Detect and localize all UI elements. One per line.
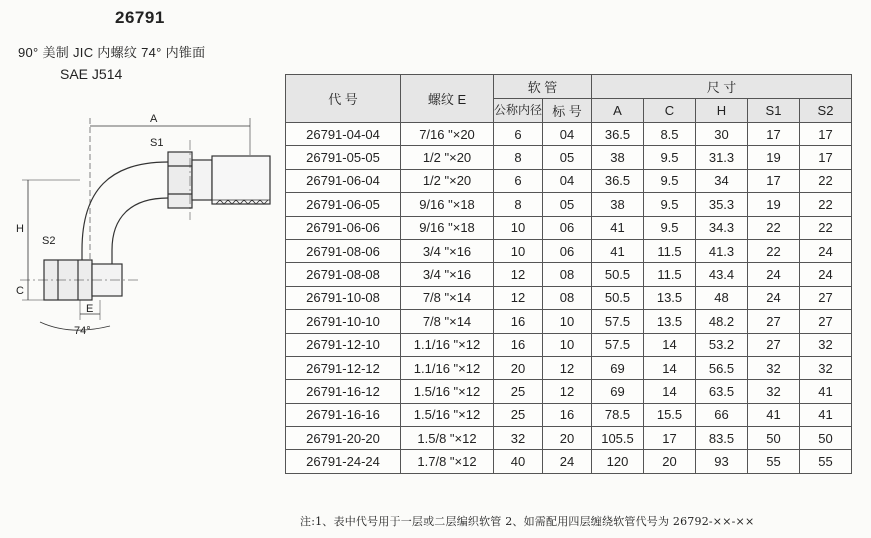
cell-dim-h: 31.3 [696,146,748,169]
cell-dim-a: 69 [592,356,644,379]
cell-thread: 9/16 "×18 [401,216,494,239]
cell-dim-s2: 32 [800,333,852,356]
cell-dim-h: 66 [696,403,748,426]
cell-dim-c: 8.5 [644,123,696,146]
product-code: 26791 [115,8,165,27]
table-row [286,216,852,239]
cell-hose-id: 25 [494,380,543,403]
cell-thread: 7/8 "×14 [401,286,494,309]
cell-dim-h: 35.3 [696,193,748,216]
cell-code: 26791-08-06 [286,239,401,262]
cell-dim-c: 9.5 [644,216,696,239]
cell-dim-h: 30 [696,123,748,146]
cell-dim-c: 9.5 [644,193,696,216]
label-s1: S1 [150,137,164,149]
cell-dim-s2: 27 [800,286,852,309]
cell-thread: 1.1/16 "×12 [401,333,494,356]
cell-code: 26791-12-12 [286,356,401,379]
cell-dim-s2: 50 [800,427,852,450]
cell-dim-a: 105.5 [592,427,644,450]
cell-thread: 3/4 "×16 [401,239,494,262]
cell-code: 26791-10-10 [286,310,401,333]
cell-thread: 1.1/16 "×12 [401,356,494,379]
table-row [286,123,852,146]
cell-dim-h: 83.5 [696,427,748,450]
cell-dim-a: 50.5 [592,263,644,286]
table-row [286,146,852,169]
label-a: A [150,113,158,125]
cell-thread: 1/2 "×20 [401,146,494,169]
cell-hose-id: 8 [494,193,543,216]
cell-hose-mark: 20 [543,427,592,450]
header-thread: 螺纹 E [401,75,494,123]
cell-dim-s2: 32 [800,356,852,379]
cell-dim-c: 14 [644,356,696,379]
cell-dim-s1: 22 [748,216,800,239]
cell-hose-mark: 05 [543,193,592,216]
cell-dim-s1: 55 [748,450,800,473]
table-row [286,169,852,192]
table-row [286,427,852,450]
cell-code: 26791-08-08 [286,263,401,286]
cell-code: 26791-06-06 [286,216,401,239]
cell-dim-s2: 27 [800,310,852,333]
cell-dim-c: 15.5 [644,403,696,426]
cell-hose-id: 8 [494,146,543,169]
cell-dim-c: 11.5 [644,239,696,262]
cell-dim-s1: 24 [748,263,800,286]
cell-hose-id: 6 [494,169,543,192]
cell-dim-c: 9.5 [644,146,696,169]
cell-dim-c: 13.5 [644,310,696,333]
cell-code: 26791-24-24 [286,450,401,473]
cell-hose-id: 12 [494,263,543,286]
header-h: H [696,99,748,123]
cell-dim-s2: 22 [800,169,852,192]
cell-dim-c: 17 [644,427,696,450]
cell-thread: 7/8 "×14 [401,310,494,333]
cell-dim-a: 41 [592,216,644,239]
cell-dim-h: 63.5 [696,380,748,403]
cell-thread: 3/4 "×16 [401,263,494,286]
cell-dim-h: 93 [696,450,748,473]
cell-hose-mark: 16 [543,403,592,426]
cell-dim-s2: 22 [800,216,852,239]
cell-dim-s1: 19 [748,193,800,216]
cell-dim-s1: 50 [748,427,800,450]
cell-dim-a: 38 [592,193,644,216]
cell-dim-a: 57.5 [592,333,644,356]
cell-dim-s1: 24 [748,286,800,309]
cell-code: 26791-06-04 [286,169,401,192]
cell-dim-c: 9.5 [644,169,696,192]
cell-dim-s2: 22 [800,193,852,216]
cell-dim-c: 14 [644,380,696,403]
header-dims-group: 尺 寸 [592,75,852,99]
cell-code: 26791-06-05 [286,193,401,216]
spec-table [285,74,852,474]
cell-code: 26791-16-16 [286,403,401,426]
cell-hose-mark: 12 [543,356,592,379]
cell-dim-s2: 41 [800,403,852,426]
cell-thread: 1.5/8 "×12 [401,427,494,450]
cell-hose-mark: 06 [543,216,592,239]
cell-hose-id: 6 [494,123,543,146]
cell-dim-h: 53.2 [696,333,748,356]
header-hose-mark: 标 号 [543,99,592,123]
cell-thread: 1.5/16 "×12 [401,403,494,426]
cell-hose-id: 25 [494,403,543,426]
cell-code: 26791-05-05 [286,146,401,169]
cell-hose-mark: 04 [543,123,592,146]
cell-dim-h: 34.3 [696,216,748,239]
cell-thread: 7/16 "×20 [401,123,494,146]
cell-thread: 1.5/16 "×12 [401,380,494,403]
cell-hose-mark: 24 [543,450,592,473]
cell-dim-a: 57.5 [592,310,644,333]
footnote: 注:1、表中代号用于一层或二层编织软管 2、如需配用四层缠绕软管代号为 26792-××-×× [300,515,755,528]
cell-code: 26791-16-12 [286,380,401,403]
cell-thread: 9/16 "×18 [401,193,494,216]
label-angle: 74° [74,325,91,337]
cell-dim-s1: 32 [748,380,800,403]
cell-hose-id: 10 [494,239,543,262]
table-row [286,380,852,403]
cell-dim-a: 41 [592,239,644,262]
cell-dim-a: 120 [592,450,644,473]
cell-hose-mark: 10 [543,310,592,333]
table-row [286,333,852,356]
cell-dim-c: 20 [644,450,696,473]
cell-dim-s1: 17 [748,123,800,146]
table-row [286,310,852,333]
cell-dim-h: 43.4 [696,263,748,286]
cell-dim-a: 38 [592,146,644,169]
cell-dim-c: 13.5 [644,286,696,309]
cell-dim-c: 11.5 [644,263,696,286]
fitting-drawing [0,100,285,360]
table-row [286,239,852,262]
cell-hose-mark: 06 [543,239,592,262]
cell-dim-s1: 22 [748,239,800,262]
cell-hose-mark: 08 [543,263,592,286]
label-h: H [16,223,24,235]
cell-dim-a: 69 [592,380,644,403]
table-row [286,263,852,286]
cell-code: 26791-12-10 [286,333,401,356]
header-c: C [644,99,696,123]
cell-hose-mark: 05 [543,146,592,169]
cell-dim-s1: 27 [748,310,800,333]
cell-dim-s2: 41 [800,380,852,403]
header-s2: S2 [800,99,852,123]
cell-dim-h: 48 [696,286,748,309]
label-s2: S2 [42,235,56,247]
cell-thread: 1.7/8 "×12 [401,450,494,473]
cell-dim-s2: 17 [800,146,852,169]
cell-dim-s2: 55 [800,450,852,473]
cell-dim-h: 48.2 [696,310,748,333]
header-code: 代 号 [286,75,401,123]
product-standard: SAE J514 [60,66,123,82]
cell-hose-id: 12 [494,286,543,309]
header-s1: S1 [748,99,800,123]
cell-code: 26791-04-04 [286,123,401,146]
cell-hose-id: 20 [494,356,543,379]
cell-hose-mark: 04 [543,169,592,192]
cell-dim-a: 36.5 [592,169,644,192]
cell-dim-c: 14 [644,333,696,356]
table-row [286,403,852,426]
cell-dim-s2: 17 [800,123,852,146]
cell-dim-h: 41.3 [696,239,748,262]
cell-dim-s1: 32 [748,356,800,379]
cell-dim-s1: 27 [748,333,800,356]
cell-dim-s2: 24 [800,239,852,262]
cell-dim-h: 34 [696,169,748,192]
cell-code: 26791-10-08 [286,286,401,309]
table-row [286,356,852,379]
cell-hose-mark: 10 [543,333,592,356]
cell-dim-a: 50.5 [592,286,644,309]
cell-code: 26791-20-20 [286,427,401,450]
header-hose-id: 公称内径 [494,99,543,123]
cell-thread: 1/2 "×20 [401,169,494,192]
cell-dim-s1: 17 [748,169,800,192]
cell-hose-id: 32 [494,427,543,450]
table-row [286,286,852,309]
cell-hose-mark: 12 [543,380,592,403]
cell-dim-s1: 19 [748,146,800,169]
cell-dim-a: 78.5 [592,403,644,426]
cell-dim-a: 36.5 [592,123,644,146]
header-hose-group: 软 管 [494,75,592,99]
cell-hose-id: 16 [494,333,543,356]
product-subtitle: 90° 美制 JIC 内螺纹 74° 内锥面 [18,45,206,60]
cell-dim-s1: 41 [748,403,800,426]
cell-dim-s2: 24 [800,263,852,286]
header-a: A [592,99,644,123]
label-e: E [86,303,94,315]
table-row [286,450,852,473]
table-row [286,193,852,216]
cell-hose-mark: 08 [543,286,592,309]
label-c: C [16,285,24,297]
cell-hose-id: 10 [494,216,543,239]
cell-dim-h: 56.5 [696,356,748,379]
cell-hose-id: 16 [494,310,543,333]
cell-hose-id: 40 [494,450,543,473]
